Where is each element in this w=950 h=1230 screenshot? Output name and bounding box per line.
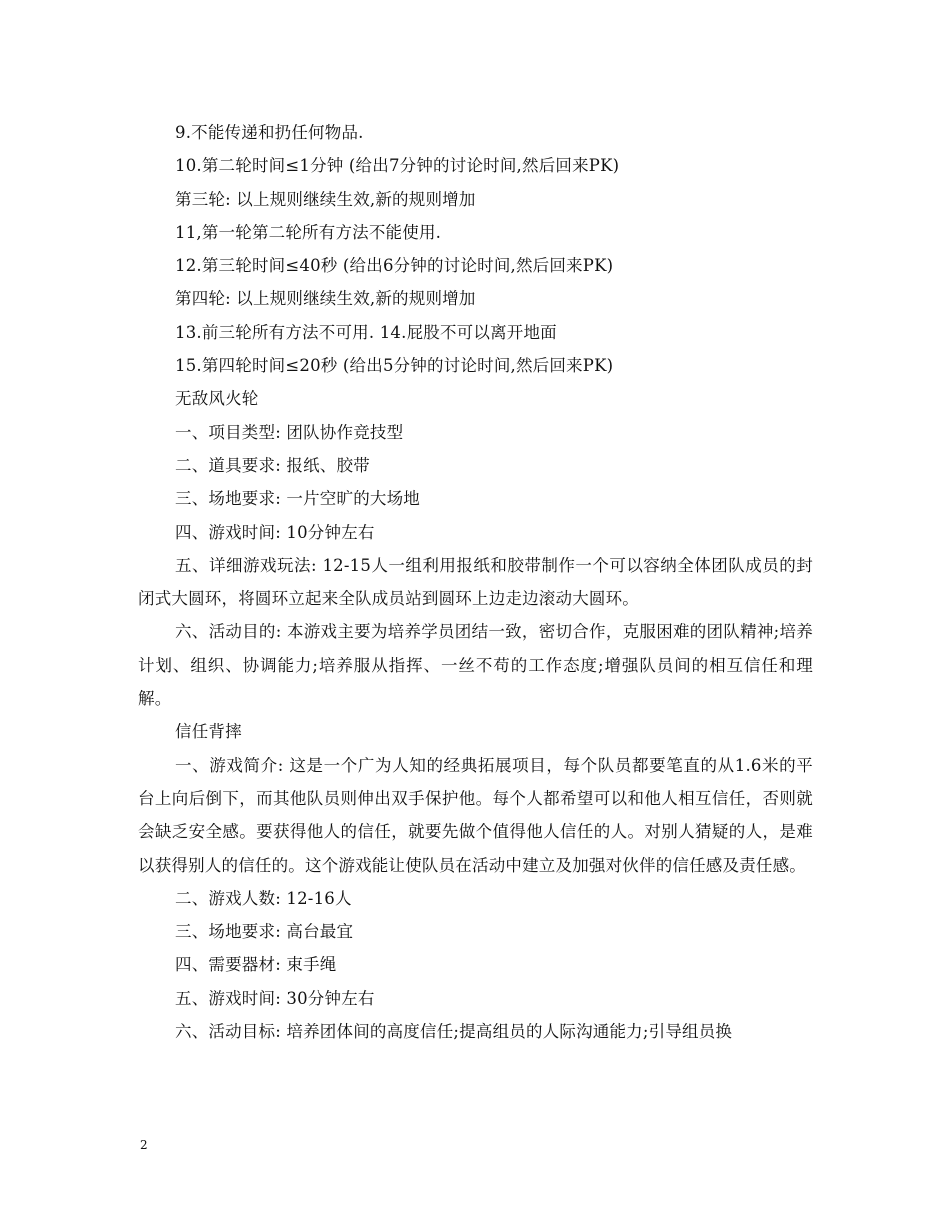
paragraph: 9.不能传递和扔任何物品. xyxy=(175,123,364,142)
paragraph: 第四轮: 以上规则继续生效,新的规则增加 xyxy=(175,289,476,309)
paragraph: 第三轮: 以上规则继续生效,新的规则增加 xyxy=(175,189,476,209)
paragraph: 15.第四轮时间≤20秒 (给出5分钟的讨论时间,然后回来PK) xyxy=(175,356,614,376)
section-heading: 信任背摔 xyxy=(175,722,242,742)
paragraph: 13.前三轮所有方法不可用. 14.屁股不可以离开地面 xyxy=(175,322,557,342)
paragraph: 12.第三轮时间≤40秒 (给出6分钟的讨论时间,然后回来PK) xyxy=(175,256,614,276)
paragraph: 四、游戏时间: 10分钟左右 xyxy=(175,522,375,542)
paragraph: 三、场地要求: 高台最宜 xyxy=(175,922,354,942)
paragraph: 二、道具要求: 报纸、胶带 xyxy=(175,455,370,475)
paragraph: 一、游戏简介: 这是一个广为人知的经典拓展项目，每个队员都要笔直的从1.6米的平台上向后倒下，而其他队员则伸出双手保护他。每个人都希望可以和他人相互信任，否则就会缺乏安全感。要获得他人的信任，就要先做个值得他人信任的人。对别人猜疑的人，是难以获得别人的信任的。这个游戏能让使队员在活动中建立及加强对伙伴的信任感及责任感。 xyxy=(138,755,813,875)
document-body xyxy=(138,116,813,1048)
paragraph: 三、场地要求: 一片空旷的大场地 xyxy=(175,489,421,509)
paragraph: 11,第一轮第二轮所有方法不能使用. xyxy=(175,222,442,242)
section-heading: 无敌风火轮 xyxy=(175,389,259,409)
paragraph: 一、项目类型: 团队协作竞技型 xyxy=(175,422,404,442)
paragraph: 五、游戏时间: 30分钟左右 xyxy=(175,988,375,1008)
paragraph: 六、活动目的: 本游戏主要为培养学员团结一致，密切合作，克服困难的团队精神;培养计划、组织、协调能力;培养服从指挥、一丝不苟的工作态度;增强队员间的相互信任和理解。 xyxy=(138,622,813,709)
page-number: 2 xyxy=(140,1138,148,1152)
paragraph: 二、游戏人数: 12-16人 xyxy=(175,888,352,908)
paragraph: 四、需要器材: 束手绳 xyxy=(175,955,337,975)
paragraph: 10.第二轮时间≤1分钟 (给出7分钟的讨论时间,然后回来PK) xyxy=(175,156,620,176)
paragraph: 六、活动目标: 培养团体间的高度信任;提高组员的人际沟通能力;引导组员换 xyxy=(175,1022,733,1042)
paragraph: 五、详细游戏玩法: 12-15人一组利用报纸和胶带制作一个可以容纳全体团队成员的封闭式大圆环，将圆环立起来全队成员站到圆环上边走边滚动大圆环。 xyxy=(138,555,813,609)
